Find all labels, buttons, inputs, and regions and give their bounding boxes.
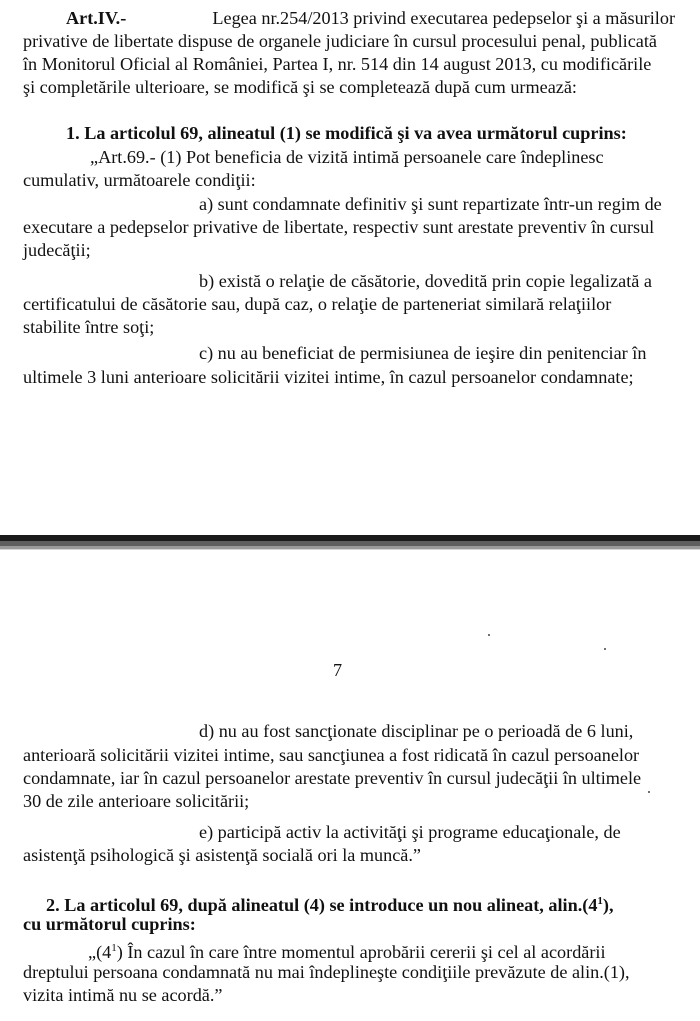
point-2-heading-line-2: cu următorul cuprins: (23, 914, 196, 934)
condition-c-line-2: ultimele 3 luni anterioare solicitării vizitei intime, în cazul persoanelor condamnate; (23, 367, 634, 387)
condition-b-line-2: certificatului de căsătorie sau, după caz, o relaţie de parteneriat similară relaţiilor (23, 294, 612, 314)
article-label: Art.IV.- (66, 8, 127, 28)
point-1-heading: 1. La articolul 69, alineatul (1) se modifică şi va avea următorul cuprins: (66, 123, 627, 143)
intro-line-3: în Monitorul Oficial al României, Partea I, nr. 514 din 14 august 2013, cu modificările (23, 54, 652, 74)
alineat-4-1-line-1: $„(4^1)$ În cazul în care între momentul aprobării cererii şi cel al acordării (88, 942, 606, 963)
condition-b-line-3: stabilite între soţi; (23, 317, 155, 337)
condition-d-line-1: d) nu au fost sancţionate disciplinar pe o perioadă de 6 luni, (199, 721, 634, 741)
condition-d-line-4: 30 de zile anterioare solicitării; (23, 791, 250, 811)
alineat-4-1-line-2: dreptului persoana condamnată nu mai îndeplineşte condiţiile prevăzute de alin.(1), (23, 962, 630, 982)
condition-d-line-3: condamnate, iar în cazul persoanelor arestate preventiv în cursul judecăţii în ultimele (23, 768, 642, 788)
page-separator (0, 535, 700, 553)
intro-line-2: privative de libertate dispuse de organele judiciare în cursul procesului penal, publicată (23, 31, 657, 51)
scan-speck (648, 791, 650, 793)
condition-b-line-1: b) există o relaţie de căsătorie, dovedită prin copie legalizată a (199, 271, 652, 291)
condition-e-line-2: asistenţă psihologică şi asistenţă socială ori la muncă.” (23, 845, 421, 865)
art69-line-2: cumulativ, următoarele condiţii: (23, 170, 256, 190)
page-number: 7 (333, 660, 343, 680)
condition-a-line-2: executare a pedepselor privative de libertate, respectiv sunt arestate preventiv în cursul (23, 217, 655, 237)
condition-e-line-1: e) participă activ la activităţi şi programe educaţionale, de (199, 822, 621, 842)
condition-a-line-1: a) sunt condamnate definitiv şi sunt repartizate într-un regim de (199, 194, 662, 214)
point-2-heading-line-1: 2. La articolul 69, după alineatul (4) se introduce un nou alineat, $alin.(4^1)$, (46, 895, 614, 916)
condition-c-line-1: c) nu au beneficiat de permisiunea de ieşire din penitenciar în (199, 343, 647, 363)
art69-line-1: „Art.69.- (1) Pot beneficia de vizită intimă persoanele care îndeplinesc (90, 147, 604, 167)
alineat-4-1-line-3: vizita intimă nu se acordă.” (23, 985, 223, 1005)
scan-speck (488, 634, 490, 636)
intro-line-4: şi completările ulterioare, se modifică şi se completează după cum urmează: (23, 77, 577, 97)
intro-line-1: Art.IV.- Legea nr.254/2013 privind executarea pedepselor şi a măsurilor (66, 8, 675, 28)
condition-a-line-3: judecăţii; (23, 240, 91, 260)
condition-d-line-2: anterioară solicitării vizitei intime, sau sancţiunea a fost ridicată în cazul persoanelor (23, 745, 640, 765)
scan-speck (604, 648, 606, 650)
